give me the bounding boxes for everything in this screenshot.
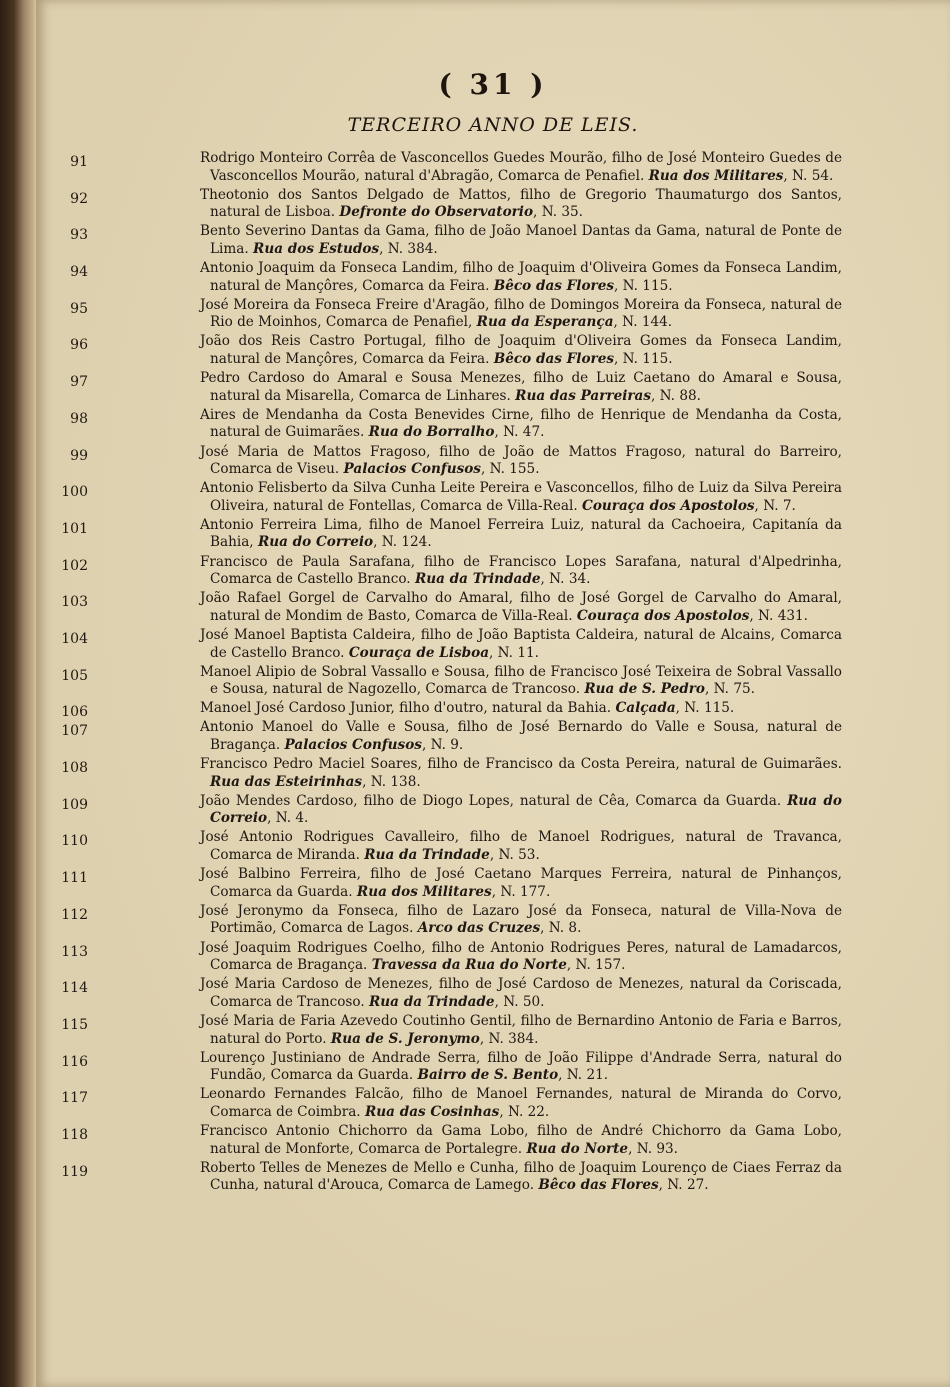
list-item [61, 700, 842, 721]
entry-text [200, 1086, 842, 1121]
entry-number: 117 [61, 1090, 88, 1107]
entry-address: Palacios Confusos [284, 737, 422, 753]
entry-house-number: , N. 22. [499, 1103, 550, 1120]
entry-text [200, 444, 842, 479]
entry-description: José Moreira da Fonseca Freire d'Aragão, filho de Domingos Moreira da Fonseca, natural de Rio de Moinhos, Comarca de Penafiel, [200, 296, 842, 331]
entry-address: Arco das Cruzes [417, 920, 541, 937]
list-item [70, 260, 842, 295]
list-item [61, 626, 842, 662]
entry-address: Rua de S. Jeronymo [330, 1030, 480, 1047]
entry-description: João dos Reis Castro Portugal, filho de Joaquim d'Oliveira Gomes da Fonseca Landim, natural de Mançôres, Comarca da Feira. [200, 333, 842, 368]
entry-description: Lourenço Justiniano de Andrade Serra, filho de João Filippe d'Andrade Serra, natural do Fundão, Comarca da Guarda. [200, 1049, 842, 1084]
entry-number: 115 [61, 1016, 88, 1033]
entry-address: Couraça dos Apostolos [576, 607, 750, 624]
entry-address: Bêco das Flores [493, 277, 614, 294]
list-item [61, 1122, 842, 1158]
list-item [70, 443, 842, 479]
entry-text [200, 407, 842, 442]
entry-number: 111 [61, 870, 88, 887]
entry-number: 102 [61, 557, 88, 574]
entry-text [200, 1013, 842, 1048]
entry-text [200, 333, 842, 368]
list-item [70, 186, 842, 222]
entry-number: 113 [61, 943, 88, 960]
entry-text [200, 150, 842, 185]
entry-house-number: , N. 75. [705, 681, 755, 698]
list-item [70, 223, 842, 258]
entry-address: Bairro de S. Bento [417, 1067, 559, 1084]
entry-address: Rua do Borralho [368, 424, 495, 441]
entry-description: José Balbino Ferreira, filho de José Caetano Marques Ferreira, natural de Pinhanços, Comarca da Guarda. [200, 866, 842, 900]
entry-text [200, 297, 842, 332]
entry-description: José Maria de Mattos Fragoso, filho de João de Mattos Fragoso, natural do Barreiro, Comarca de Viseu. [200, 443, 842, 478]
entry-address: Couraça de Lisboa [348, 644, 490, 661]
entry-description: Antonio Felisberto da Silva Cunha Leite Pereira e Vasconcellos, filho de Luiz da Silva Pereira Oliveira, natural de Fontellas, Comarca de Villa-Real. [200, 480, 842, 514]
entry-house-number: , N. 115. [675, 700, 735, 717]
entry-number: 114 [61, 980, 88, 997]
entry-address: Bêco das Flores [538, 1177, 659, 1194]
entry-number: 101 [61, 520, 88, 537]
entry-text [200, 940, 842, 975]
entry-house-number: , N. 53. [489, 847, 540, 864]
list-item [61, 663, 842, 699]
entry-address: Rua da Trindade [364, 847, 490, 864]
entry-number: 107 [61, 723, 88, 740]
list-item [61, 976, 842, 1011]
entry-number: 93 [70, 227, 88, 244]
entry-house-number: , N. 11. [489, 644, 539, 661]
entry-number: 92 [70, 190, 88, 207]
entry-address: Palacios Confusos [343, 461, 481, 478]
list-item [61, 756, 842, 791]
entry-description: João Mendes Cardoso, filho de Diogo Lopes, natural de Cêa, Comarca da Guarda. [200, 792, 782, 809]
entry-house-number: , N. 34. [540, 571, 591, 588]
list-item [61, 516, 842, 552]
entry-address: Rua da Trindade [368, 993, 495, 1010]
entry-number: 112 [61, 906, 88, 923]
entry-house-number: , N. 144. [613, 314, 673, 331]
entry-text [200, 700, 842, 718]
list-item [61, 829, 842, 864]
entry-house-number: , N. 431. [749, 607, 808, 624]
entry-number: 103 [61, 594, 88, 611]
entry-text [200, 756, 842, 791]
entry-description: Bento Severino Dantas da Gama, filho de João Manoel Dantas da Gama, natural de Ponte de Lima. [200, 223, 842, 257]
entry-house-number: , N. 35. [533, 204, 583, 221]
entry-description: José Joaquim Rodrigues Coelho, filho de Antonio Rodrigues Peres, natural de Lamadarcos, Comarca de Bragança. [200, 939, 842, 974]
entry-description: João Rafael Gorgel de Carvalho do Amaral, filho de José Gorgel de Carvalho do Amaral, natural de Mondim de Basto, Comarca de Villa-Real. [200, 590, 842, 624]
entry-text [200, 370, 842, 405]
entry-text [200, 1050, 842, 1085]
entry-number: 94 [70, 264, 88, 281]
entry-description: Francisco de Paula Sarafana, filho de Francisco Lopes Sarafana, natural d'Alpedrinha, Comarca de Castello Branco. [200, 553, 842, 588]
entry-house-number: , N. 384. [379, 240, 438, 257]
entry-house-number: , N. 47. [494, 424, 545, 441]
page-title: TERCEIRO ANNO DE LEIS. [347, 114, 639, 136]
entry-address: Defronte do Observatorio [339, 204, 534, 221]
entry-description: Manoel Alipio de Sobral Vassallo e Sousa, filho de Francisco José Teixeira de Sobral Vassallo e Sousa, natural de Nagozello, Comarca de Trancoso. [200, 663, 842, 698]
list-item [61, 866, 842, 901]
entry-house-number: , N. 4. [267, 810, 309, 827]
list-item [70, 333, 842, 368]
list-item [61, 480, 842, 515]
entry-description: Manoel José Cardoso Junior, filho d'outro, natural da Bahia. [200, 700, 612, 717]
entry-number: 100 [61, 484, 88, 501]
entry-description: Aires de Mendanha da Costa Benevides Cirne, filho de Henrique de Mendanha da Costa, natural de Guimarães. [200, 406, 842, 441]
list-item [61, 1086, 842, 1121]
entry-text [200, 976, 842, 1011]
entry-house-number: , N. 157. [566, 957, 626, 974]
entry-number: 91 [70, 154, 88, 170]
entry-description: José Antonio Rodrigues Cavalleiro, filho de Manoel Rodrigues, natural de Travanca, Comarca de Miranda. [200, 829, 842, 864]
entry-house-number: , N. 7. [754, 497, 796, 514]
entry-description: Francisco Antonio Chichorro da Gama Lobo, filho de André Chichorro da Gama Lobo, natural de Monforte, Comarca de Portalegre. [200, 1122, 842, 1157]
entry-number: 109 [61, 796, 88, 813]
entry-description: Antonio Manoel do Valle e Sousa, filho de José Bernardo do Valle e Sousa, natural de Bragança. [200, 719, 842, 753]
entry-description: Rodrigo Monteiro Corrêa de Vasconcellos Guedes Mourão, filho de José Monteiro Guedes de Vasconcellos Mourão, natural d'Abragão, Comarca de Penafiel. [200, 150, 842, 184]
entry-text [200, 260, 842, 295]
entry-house-number: , N. 93. [628, 1140, 678, 1157]
entry-text [200, 590, 842, 625]
entry-number: 118 [61, 1126, 88, 1143]
entry-house-number: , N. 8. [540, 920, 582, 937]
entry-address: Rua dos Militares [648, 167, 784, 184]
list-item [61, 553, 842, 589]
entry-number: 96 [70, 337, 88, 354]
entry-house-number: , N. 88. [651, 387, 701, 404]
entry-text [200, 223, 842, 258]
entry-address: Bêco das Flores [493, 351, 614, 368]
entry-description: José Maria de Faria Azevedo Coutinho Gentil, filho de Bernardino Antonio de Faria e Barros, natural do Porto. [200, 1012, 842, 1047]
entry-address: Rua do Correio [210, 792, 842, 827]
entry-text [200, 1160, 842, 1195]
entry-address: Rua do Norte [526, 1140, 629, 1157]
entry-house-number: , N. 27. [658, 1177, 709, 1194]
entry-address: Rua do Correio [257, 534, 374, 551]
entry-description: Theotonio dos Santos Delgado de Mattos, filho de Gregorio Thaumaturgo dos Santos, natural de Lisboa. [200, 186, 842, 221]
entry-text [200, 793, 842, 828]
entry-description: Leonardo Fernandes Falcão, filho de Manoel Fernandes, natural de Miranda do Corvo, Comarca de Coimbra. [200, 1086, 842, 1120]
entry-address: Calçada [615, 700, 676, 717]
entry-number: 99 [70, 447, 88, 464]
entry-text [200, 719, 842, 754]
entry-address: Rua das Cosinhas [364, 1103, 500, 1120]
list-item [70, 406, 842, 442]
entry-address: Rua das Esteirinhas [210, 773, 363, 790]
entry-address: Rua da Trindade [414, 571, 541, 588]
entry-house-number: , N. 124. [373, 534, 432, 551]
entry-house-number: , N. 9. [421, 737, 464, 753]
entry-text [200, 1123, 842, 1158]
list-item [61, 1012, 842, 1048]
entry-text [200, 517, 842, 552]
entry-house-number: , N. 21. [558, 1067, 609, 1084]
entry-number: 105 [61, 667, 88, 684]
entry-house-number: , N. 155. [480, 461, 540, 478]
entry-description: Pedro Cardoso do Amaral e Sousa Menezes, filho de Luiz Caetano do Amaral e Sousa, natural da Misarella, Comarca de Linhares. [200, 370, 842, 404]
entry-text [200, 480, 842, 515]
entry-address: Rua das Parreiras [515, 387, 652, 404]
entry-address: Travessa da Rua do Norte [371, 957, 567, 974]
entry-description: Antonio Joaquim da Fonseca Landim, filho de Joaquim d'Oliveira Gomes da Fonseca Landim, natural de Mançôres, Comarca da Feira. [200, 260, 842, 294]
list-item [61, 590, 842, 625]
entry-house-number: , N. 115. [614, 351, 673, 368]
entry-text [200, 903, 842, 938]
entry-text [200, 554, 842, 589]
page-number: ( 31 ) [438, 68, 548, 101]
list-item [61, 1159, 842, 1195]
entry-number: 95 [70, 300, 88, 317]
entry-house-number: , N. 54. [783, 167, 834, 184]
entry-address: Rua da Esperança [476, 314, 614, 331]
entry-number: 104 [61, 630, 88, 647]
entry-house-number: , N. 115. [614, 277, 673, 294]
entry-description: Francisco Pedro Maciel Soares, filho de Francisco da Costa Pereira, natural de Guimarães. [200, 756, 842, 773]
entry-description: José Maria Cardoso de Menezes, filho de José Cardoso de Menezes, natural da Coriscada, Comarca de Trancoso. [200, 976, 842, 1010]
list-item [61, 792, 842, 828]
entry-text [200, 829, 842, 864]
entry-number: 97 [70, 374, 88, 391]
entry-address: Couraça dos Apostolos [582, 497, 755, 514]
list-item [70, 370, 842, 405]
entry-address: Rua dos Estudos [253, 240, 380, 257]
entry-house-number: , N. 50. [494, 993, 545, 1010]
list-item [61, 719, 842, 754]
entry-house-number: , N. 177. [491, 883, 551, 900]
entry-house-number: , N. 138. [362, 773, 421, 790]
list-item [70, 150, 842, 185]
entry-number: 110 [61, 833, 88, 850]
entry-description: José Jeronymo da Fonseca, filho de Lazaro José da Fonseca, natural de Villa-Nova de Portimão, Comarca de Lagos. [200, 902, 842, 937]
entry-number: 119 [61, 1163, 88, 1180]
entry-address: Rua de S. Pedro [584, 681, 706, 698]
entry-text [200, 627, 842, 662]
entry-text [200, 866, 842, 901]
entry-address: Rua dos Militares [356, 883, 492, 900]
list-item [61, 902, 842, 938]
entry-description: Antonio Ferreira Lima, filho de Manoel Ferreira Luiz, natural da Cachoeira, Capitanía da Bahia, [200, 516, 842, 551]
entry-list [61, 150, 842, 1196]
book-page [36, 0, 950, 1387]
entry-number: 108 [61, 760, 88, 777]
list-item [61, 939, 842, 975]
entry-number: 98 [70, 410, 88, 427]
entry-house-number: , N. 384. [479, 1030, 539, 1047]
list-item [61, 1049, 842, 1085]
entry-text [200, 187, 842, 222]
entry-text [200, 664, 842, 699]
entry-description: Roberto Telles de Menezes de Mello e Cunha, filho de Joaquim Lourenço de Ciaes Ferraz da Cunha, natural d'Arouca, Comarca de Lamego. [200, 1159, 842, 1194]
entry-number: 106 [61, 704, 88, 721]
entry-number: 116 [61, 1053, 88, 1070]
list-item [70, 296, 842, 332]
entry-description: José Manoel Baptista Caldeira, filho de João Baptista Caldeira, natural de Alcains, Comarca de Castello Branco. [200, 626, 842, 661]
